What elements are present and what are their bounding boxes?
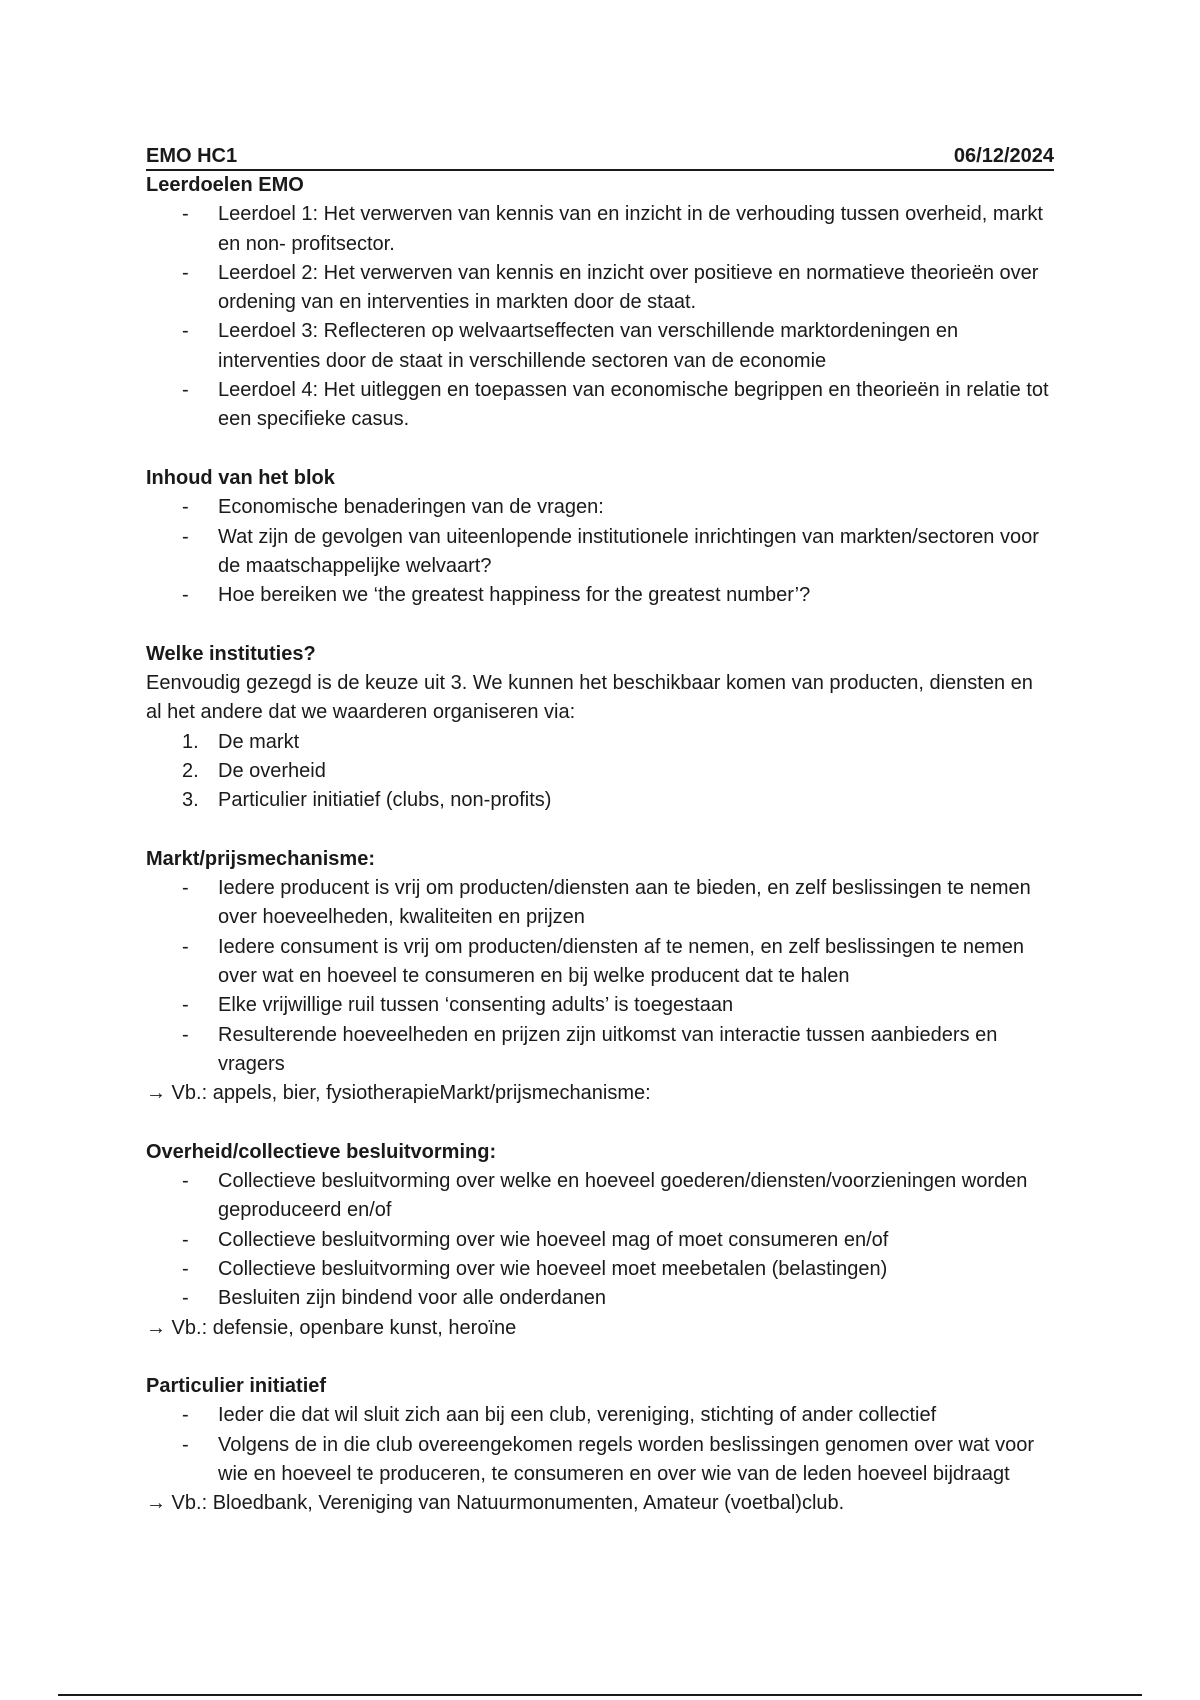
- list-item: - Iedere consument is vrij om producten/diensten af te nemen, en zelf beslissingen te nemen over wat en hoeveel te consumeren en bij welke producent dat te halen: [218, 933, 1054, 992]
- overheid-example: → Vb.: defensie, openbare kunst, heroïne: [146, 1316, 517, 1339]
- document-title: EMO HC1: [146, 145, 238, 167]
- list-item: - Besluiten zijn bindend voor alle onderdanen: [218, 1284, 1054, 1313]
- list-item: - Elke vrijwillige ruil tussen ‘consenting adults’ is toegestaan: [218, 991, 1054, 1020]
- page-bottom-divider: [58, 1694, 1142, 1696]
- list-item: - Collectieve besluitvorming over welke en hoeveel goederen/diensten/voorzieningen worden geproduceerd en/of: [218, 1167, 1054, 1226]
- inhoud-list: [146, 493, 1054, 610]
- document-header: [146, 143, 1054, 171]
- list-item: - Volgens de in die club overeengekomen regels worden beslissingen genomen over wat voor wie en hoeveel te produceren, te consumeren en over wie van de leden hoeveel bijdraagt: [218, 1431, 1054, 1490]
- markt-example: → Vb.: appels, bier, fysiotherapieMarkt/prijsmechanisme:: [146, 1082, 651, 1105]
- instituties-intro: Eenvoudig gezegd is de keuze uit 3. We kunnen het beschikbaar komen van producten, diensten en al het andere dat we waarderen organiseren via:: [146, 672, 1033, 724]
- list-item: - Leerdoel 3: Reflecteren op welvaartseffecten van verschillende marktordeningen en interventies door de staat in verschillende sectoren van de economie: [218, 317, 1054, 376]
- heading-markt: Markt/prijsmechanisme:: [146, 847, 375, 870]
- list-item: - Leerdoel 4: Het uitleggen en toepassen van economische begrippen en theorieën in relatie tot een specifieke casus.: [218, 376, 1054, 435]
- list-number: 3.: [182, 789, 199, 812]
- list-item: [182, 728, 1054, 757]
- list-item: [182, 757, 1054, 786]
- heading-inhoud: Inhoud van het blok: [146, 466, 335, 489]
- list-item: - Economische benaderingen van de vragen:: [218, 493, 1054, 522]
- list-text: De overheid: [218, 759, 326, 782]
- document-page: [146, 143, 1054, 1519]
- list-item: - Ieder die dat wil sluit zich aan bij een club, vereniging, stichting of ander collectief: [218, 1401, 1054, 1430]
- instituties-list: [146, 728, 1054, 816]
- heading-overheid: Overheid/collectieve besluitvorming:: [146, 1140, 497, 1163]
- list-item: - Collectieve besluitvorming over wie hoeveel mag of moet consumeren en/of: [218, 1226, 1054, 1255]
- list-item: - Resulterende hoeveelheden en prijzen zijn uitkomst van interactie tussen aanbieders en vragers: [218, 1021, 1054, 1080]
- list-item: - Hoe bereiken we ‘the greatest happiness for the greatest number’?: [218, 581, 1054, 610]
- heading-particulier: Particulier initiatief: [146, 1375, 327, 1398]
- list-text: Particulier initiatief (clubs, non-profits): [218, 789, 552, 812]
- leerdoelen-list: [146, 200, 1054, 434]
- list-item: - Wat zijn de gevolgen van uiteenlopende institutionele inrichtingen van markten/sectoren voor de maatschappelijke welvaart?: [218, 523, 1054, 582]
- heading-leerdoelen: Leerdoelen EMO: [146, 174, 304, 196]
- markt-list: [146, 874, 1054, 1079]
- list-number: 2.: [182, 759, 199, 782]
- list-text: De markt: [218, 730, 300, 753]
- heading-instituties: Welke instituties?: [146, 642, 316, 665]
- list-item: - Iedere producent is vrij om producten/diensten aan te bieden, en zelf beslissingen te nemen over hoeveelheden, kwaliteiten en prijzen: [218, 874, 1054, 933]
- list-item: - Collectieve besluitvorming over wie hoeveel moet meebetalen (belastingen): [218, 1255, 1054, 1284]
- document-date: 06/12/2024: [953, 145, 1054, 167]
- list-item: [182, 786, 1054, 815]
- particulier-example: → Vb.: Bloedbank, Vereniging van Natuurmonumenten, Amateur (voetbal)club.: [146, 1492, 845, 1515]
- list-item: - Leerdoel 1: Het verwerven van kennis van en inzicht in de verhouding tussen overheid, markt en non- profitsector.: [218, 200, 1054, 259]
- particulier-list: [146, 1401, 1054, 1489]
- overheid-list: [146, 1167, 1054, 1313]
- list-number: 1.: [182, 730, 199, 753]
- list-item: - Leerdoel 2: Het verwerven van kennis en inzicht over positieve en normatieve theorieën over ordening van en interventies in markten door de staat.: [218, 259, 1054, 318]
